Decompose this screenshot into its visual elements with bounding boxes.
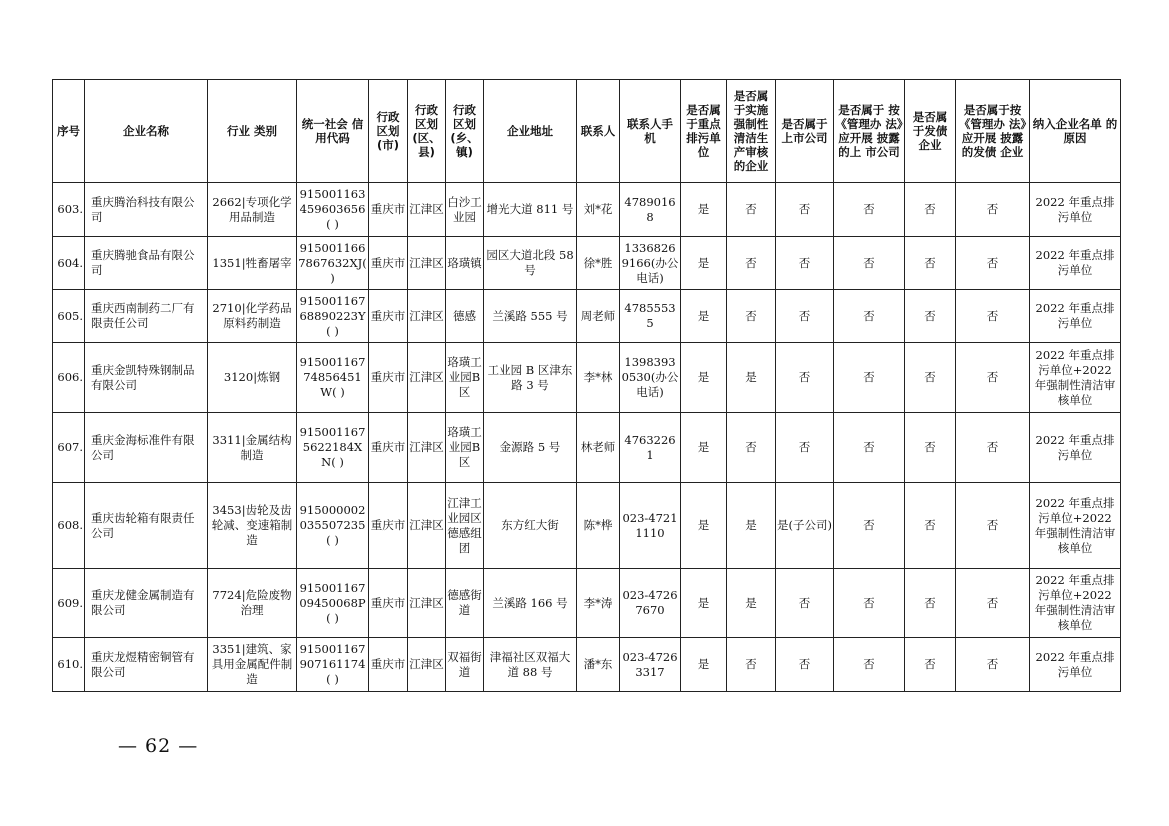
listed-cell: 否	[776, 413, 834, 483]
header-listed: 是否属于 上市公司	[776, 80, 834, 183]
county-cell: 江津区	[408, 343, 446, 413]
bond-cell: 否	[905, 413, 956, 483]
header-phone: 联系人手 机	[620, 80, 681, 183]
reason-cell: 2022 年重点排污单位	[1030, 183, 1121, 237]
listed-cell: 否	[776, 638, 834, 692]
reason-cell: 2022 年重点排污单位	[1030, 638, 1121, 692]
enterprise-table	[52, 79, 1121, 692]
seq-cell: 610.	[53, 638, 85, 692]
listed-disclose-cell: 否	[834, 413, 905, 483]
city-cell: 重庆市	[369, 569, 408, 638]
bond-cell: 否	[905, 237, 956, 290]
bond-disclose-cell: 否	[956, 290, 1030, 343]
listed-cell: 否	[776, 343, 834, 413]
seq-cell: 606.	[53, 343, 85, 413]
clean-production-cell: 否	[727, 413, 776, 483]
bond-cell: 否	[905, 343, 956, 413]
industry-cell: 3351|建筑、家具用金属配件制造	[208, 638, 297, 692]
bond-disclose-cell: 否	[956, 183, 1030, 237]
reason-cell: 2022 年重点排污单位+2022 年强制性清洁审核单位	[1030, 483, 1121, 569]
company-name-cell: 重庆金凯特殊钢制品有限公司	[85, 343, 208, 413]
table-row	[53, 290, 1121, 343]
listed-cell: 否	[776, 569, 834, 638]
bond-cell: 否	[905, 638, 956, 692]
town-cell: 德感街道	[446, 569, 484, 638]
company-name-cell: 重庆腾治科技有限公司	[85, 183, 208, 237]
key-pollutant-cell: 是	[681, 569, 727, 638]
bond-disclose-cell: 否	[956, 237, 1030, 290]
key-pollutant-cell: 是	[681, 638, 727, 692]
contact-cell: 林老师	[577, 413, 620, 483]
key-pollutant-cell: 是	[681, 183, 727, 237]
clean-production-cell: 否	[727, 237, 776, 290]
key-pollutant-cell: 是	[681, 343, 727, 413]
listed-disclose-cell: 否	[834, 483, 905, 569]
table-row	[53, 237, 1121, 290]
phone-cell: 023-47267670	[620, 569, 681, 638]
header-seq: 序号	[53, 80, 85, 183]
bond-cell: 否	[905, 483, 956, 569]
key-pollutant-cell: 是	[681, 483, 727, 569]
contact-cell: 陈*桦	[577, 483, 620, 569]
city-cell: 重庆市	[369, 483, 408, 569]
reason-cell: 2022 年重点排污单位	[1030, 237, 1121, 290]
county-cell: 江津区	[408, 183, 446, 237]
key-pollutant-cell: 是	[681, 290, 727, 343]
contact-cell: 刘*花	[577, 183, 620, 237]
key-pollutant-cell: 是	[681, 237, 727, 290]
header-county: 行政 区划 (区、 县)	[408, 80, 446, 183]
county-cell: 江津区	[408, 290, 446, 343]
contact-cell: 李*林	[577, 343, 620, 413]
reason-cell: 2022 年重点排污单位	[1030, 413, 1121, 483]
listed-cell: 否	[776, 290, 834, 343]
listed-disclose-cell: 否	[834, 569, 905, 638]
contact-cell: 周老师	[577, 290, 620, 343]
address-cell: 兰溪路 555 号	[484, 290, 577, 343]
credit-code-cell: 915000002035507235( )	[297, 483, 369, 569]
town-cell: 白沙工业园	[446, 183, 484, 237]
listed-cell: 否	[776, 183, 834, 237]
clean-production-cell: 否	[727, 290, 776, 343]
address-cell: 增光大道 811 号	[484, 183, 577, 237]
industry-cell: 3311|金属结构制造	[208, 413, 297, 483]
page-number: — 62 —	[118, 735, 199, 757]
town-cell: 珞璜工业园B区	[446, 343, 484, 413]
bond-cell: 否	[905, 183, 956, 237]
bond-disclose-cell: 否	[956, 483, 1030, 569]
phone-cell: 13368269166(办公电话)	[620, 237, 681, 290]
clean-production-cell: 是	[727, 483, 776, 569]
address-cell: 工业园 B 区津东路 3 号	[484, 343, 577, 413]
listed-disclose-cell: 否	[834, 237, 905, 290]
listed-disclose-cell: 否	[834, 183, 905, 237]
bond-disclose-cell: 否	[956, 569, 1030, 638]
company-name-cell: 重庆龙健金属制造有限公司	[85, 569, 208, 638]
reason-cell: 2022 年重点排污单位	[1030, 290, 1121, 343]
city-cell: 重庆市	[369, 413, 408, 483]
reason-cell: 2022 年重点排污单位+2022 年强制性清洁审核单位	[1030, 569, 1121, 638]
industry-cell: 1351|牲畜屠宰	[208, 237, 297, 290]
seq-cell: 604.	[53, 237, 85, 290]
header-key-pollutant: 是否属 于重点 排污单 位	[681, 80, 727, 183]
address-cell: 兰溪路 166 号	[484, 569, 577, 638]
company-name-cell: 重庆西南制药二厂有限责任公司	[85, 290, 208, 343]
listed-disclose-cell: 否	[834, 638, 905, 692]
header-bond: 是否属 于发债 企业	[905, 80, 956, 183]
address-cell: 津福社区双福大道 88 号	[484, 638, 577, 692]
city-cell: 重庆市	[369, 237, 408, 290]
table-row	[53, 638, 1121, 692]
listed-cell: 否	[776, 237, 834, 290]
bond-disclose-cell: 否	[956, 638, 1030, 692]
address-cell: 东方红大街	[484, 483, 577, 569]
clean-production-cell: 是	[727, 343, 776, 413]
credit-code-cell: 91500116768890223Y( )	[297, 290, 369, 343]
clean-production-cell: 否	[727, 183, 776, 237]
seq-cell: 609.	[53, 569, 85, 638]
phone-cell: 023-47211110	[620, 483, 681, 569]
table-row	[53, 569, 1121, 638]
header-address: 企业地址	[484, 80, 577, 183]
seq-cell: 605.	[53, 290, 85, 343]
industry-cell: 2662|专项化学用品制造	[208, 183, 297, 237]
city-cell: 重庆市	[369, 343, 408, 413]
town-cell: 德感	[446, 290, 484, 343]
phone-cell: 47890168	[620, 183, 681, 237]
header-listed-disclose: 是否属于 按《管理办 法》应开展 披露的上 市公司	[834, 80, 905, 183]
county-cell: 江津区	[408, 237, 446, 290]
company-name-cell: 重庆龙煜精密铜管有限公司	[85, 638, 208, 692]
city-cell: 重庆市	[369, 290, 408, 343]
phone-cell: 13983930530(办公电话)	[620, 343, 681, 413]
header-industry: 行业 类别	[208, 80, 297, 183]
company-name-cell: 重庆齿轮箱有限责任公司	[85, 483, 208, 569]
town-cell: 江津工业园区德感组团	[446, 483, 484, 569]
phone-cell: 023-47263317	[620, 638, 681, 692]
header-city: 行政 区划 (市)	[369, 80, 408, 183]
key-pollutant-cell: 是	[681, 413, 727, 483]
town-cell: 珞璜工业园B区	[446, 413, 484, 483]
county-cell: 江津区	[408, 638, 446, 692]
reason-cell: 2022 年重点排污单位+2022 年强制性清洁审核单位	[1030, 343, 1121, 413]
contact-cell: 潘*东	[577, 638, 620, 692]
listed-disclose-cell: 否	[834, 290, 905, 343]
county-cell: 江津区	[408, 413, 446, 483]
town-cell: 双福街道	[446, 638, 484, 692]
table-body	[53, 183, 1121, 692]
header-contact: 联系人	[577, 80, 620, 183]
industry-cell: 2710|化学药品原料药制造	[208, 290, 297, 343]
table-row	[53, 483, 1121, 569]
seq-cell: 603.	[53, 183, 85, 237]
clean-production-cell: 否	[727, 638, 776, 692]
credit-code-cell: 91500116709450068P( )	[297, 569, 369, 638]
header-clean-production: 是否属 于实施 强制性 清洁生 产审核 的企业	[727, 80, 776, 183]
credit-code-cell: 915001163459603656( )	[297, 183, 369, 237]
phone-cell: 47632261	[620, 413, 681, 483]
address-cell: 园区大道北段 58 号	[484, 237, 577, 290]
header-town: 行政 区划 (乡、 镇)	[446, 80, 484, 183]
address-cell: 金源路 5 号	[484, 413, 577, 483]
city-cell: 重庆市	[369, 638, 408, 692]
county-cell: 江津区	[408, 483, 446, 569]
phone-cell: 47855535	[620, 290, 681, 343]
bond-disclose-cell: 否	[956, 343, 1030, 413]
header-credit-code: 统一社会 信用代码	[297, 80, 369, 183]
credit-code-cell: 91500116774856451W( )	[297, 343, 369, 413]
header-row	[53, 80, 1121, 183]
bond-cell: 否	[905, 569, 956, 638]
credit-code-cell: 9150011675622184XN( )	[297, 413, 369, 483]
credit-code-cell: 915001167907161174( )	[297, 638, 369, 692]
industry-cell: 3120|炼钢	[208, 343, 297, 413]
industry-cell: 3453|齿轮及齿轮减、变速箱制造	[208, 483, 297, 569]
seq-cell: 607.	[53, 413, 85, 483]
town-cell: 珞璜镇	[446, 237, 484, 290]
company-name-cell: 重庆金海标准件有限公司	[85, 413, 208, 483]
table-row	[53, 183, 1121, 237]
credit-code-cell: 9150011667867632XJ( )	[297, 237, 369, 290]
contact-cell: 徐*胜	[577, 237, 620, 290]
table-row	[53, 413, 1121, 483]
header-reason: 纳入企业名单 的原因	[1030, 80, 1121, 183]
industry-cell: 7724|危险废物治理	[208, 569, 297, 638]
header-bond-disclose: 是否属于按 《管理办 法》应开展 披露的发债 企业	[956, 80, 1030, 183]
listed-cell: 是(子公司)	[776, 483, 834, 569]
company-name-cell: 重庆腾驰食品有限公司	[85, 237, 208, 290]
county-cell: 江津区	[408, 569, 446, 638]
clean-production-cell: 是	[727, 569, 776, 638]
city-cell: 重庆市	[369, 183, 408, 237]
contact-cell: 李*涛	[577, 569, 620, 638]
table-row	[53, 343, 1121, 413]
bond-cell: 否	[905, 290, 956, 343]
header-company-name: 企业名称	[85, 80, 208, 183]
bond-disclose-cell: 否	[956, 413, 1030, 483]
listed-disclose-cell: 否	[834, 343, 905, 413]
seq-cell: 608.	[53, 483, 85, 569]
